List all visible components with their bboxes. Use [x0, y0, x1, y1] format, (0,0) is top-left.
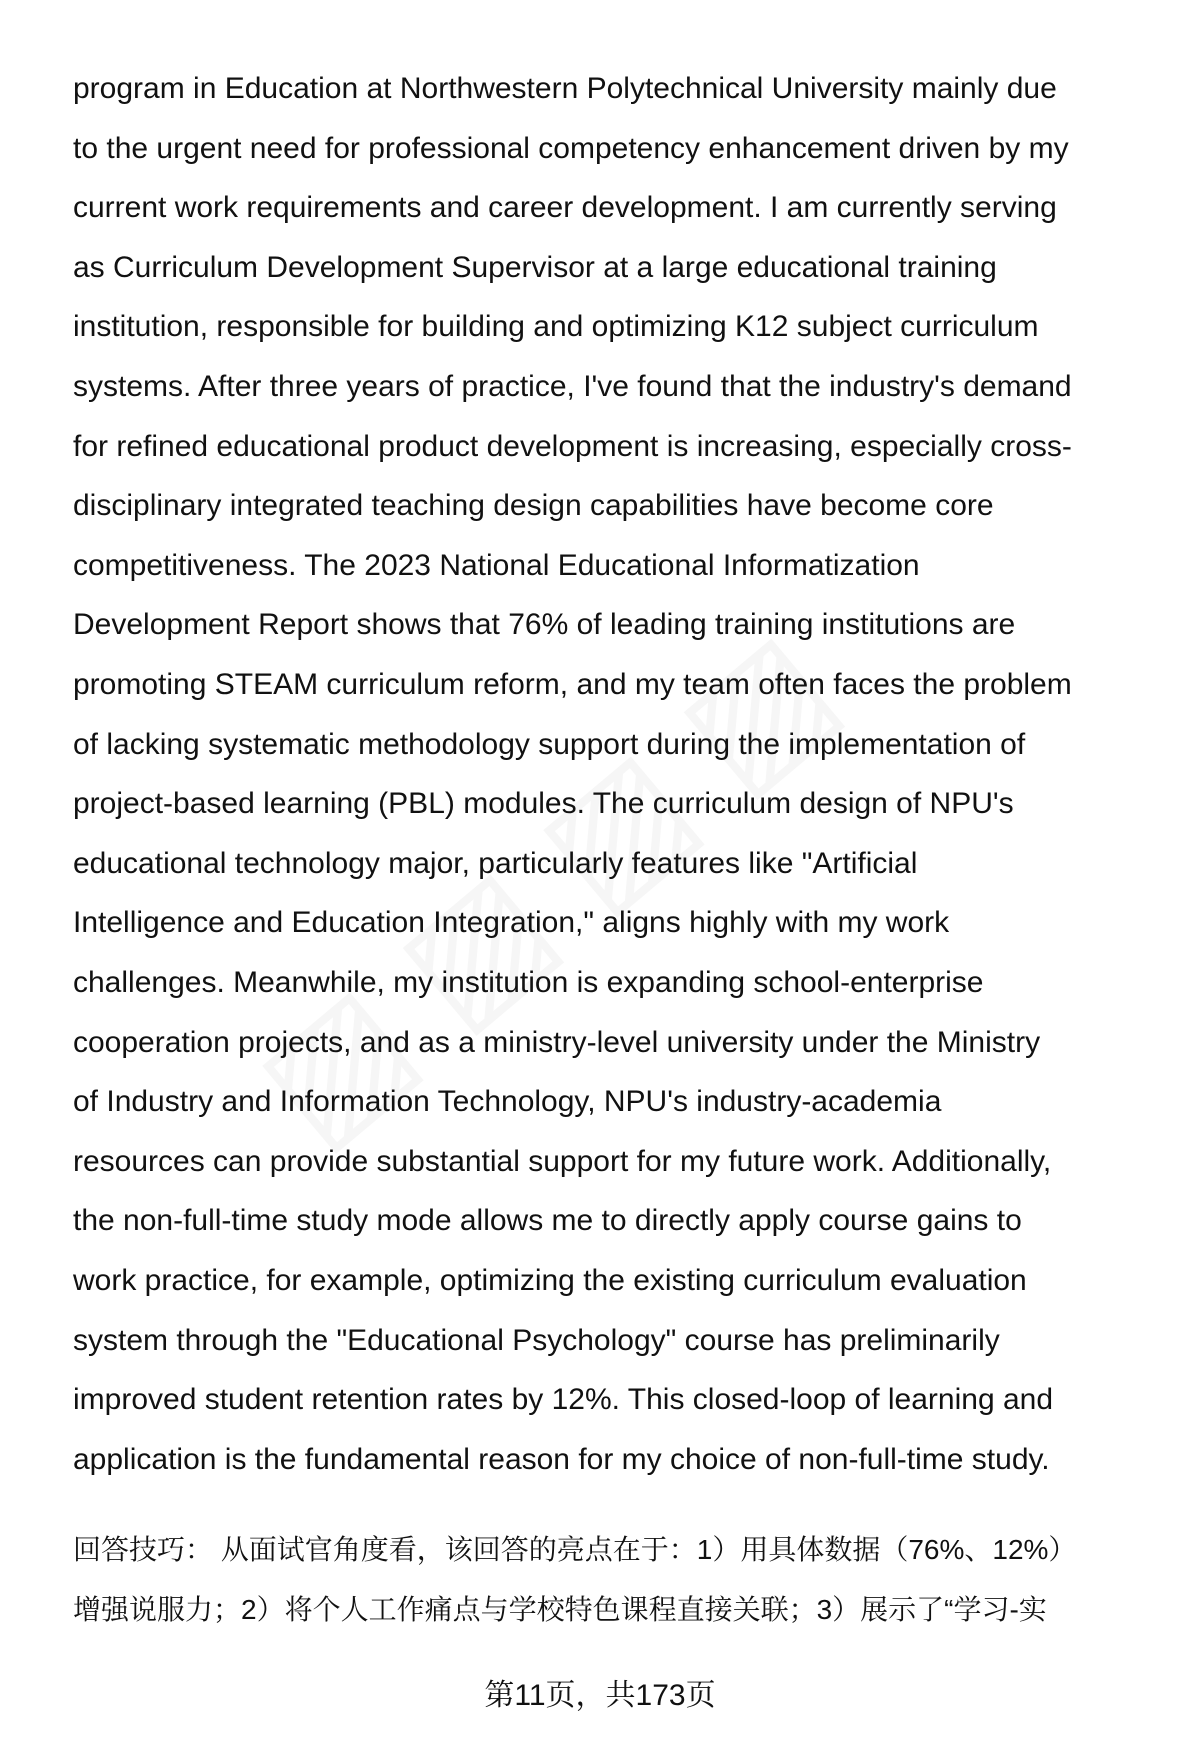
page-number: 第11页，共173页 — [484, 1679, 716, 1712]
body-line: resources can provide substantial support for my future work. Additionally, — [73, 1144, 1052, 1178]
tips-line: 回答技巧： 从面试官角度看，该回答的亮点在于：1）用具体数据（76%、12%） — [73, 1534, 1077, 1565]
body-line: current work requirements and career development. I am currently serving — [73, 191, 1057, 225]
body-line: of lacking systematic methodology support during the implementation of — [73, 727, 1026, 761]
body-line: promoting STEAM curriculum reform, and my team often faces the problem — [73, 668, 1072, 701]
body-line: improved student retention rates by 12%. This closed-loop of learning and — [73, 1383, 1054, 1417]
body-line: Intelligence and Education Integration," aligns highly with my work — [73, 906, 950, 940]
body-line: to the urgent need for professional competency enhancement driven by my — [73, 131, 1069, 165]
body-line: for refined educational product development is increasing, especially cross- — [73, 429, 1072, 463]
body-line: competitiveness. The 2023 National Educational Informatization — [73, 548, 920, 582]
body-line: institution, responsible for building and optimizing K12 subject curriculum — [73, 310, 1039, 344]
body-line: challenges. Meanwhile, my institution is expanding school-enterprise — [73, 966, 984, 999]
body-line: application is the fundamental reason for my choice of non-full-time study. — [73, 1442, 1050, 1476]
body-line: as Curriculum Development Supervisor at a large educational training — [73, 250, 997, 284]
body-line: program in Education at Northwestern Polytechnical University mainly due — [73, 72, 1057, 105]
body-line: work practice, for example, optimizing the existing curriculum evaluation — [73, 1264, 1027, 1297]
body-line: educational technology major, particularly features like "Artificial — [73, 846, 918, 880]
body-line: of Industry and Information Technology, NPU's industry-academia — [73, 1085, 942, 1119]
body-line: Development Report shows that 76% of leading training institutions are — [73, 608, 1016, 642]
body-line: system through the "Educational Psychology" course has preliminarily — [73, 1323, 1000, 1357]
body-line: systems. After three years of practice, I've found that the industry's demand — [73, 370, 1072, 403]
body-line: project-based learning (PBL) modules. The curriculum design of NPU's — [73, 787, 1014, 821]
body-line: cooperation projects, and as a ministry-level university under the Ministry — [73, 1025, 1041, 1059]
body-line: the non-full-time study mode allows me to directly apply course gains to — [73, 1204, 1022, 1238]
body-line: disciplinary integrated teaching design capabilities have become core — [73, 489, 994, 523]
tips-line: 增强说服力；2）将个人工作痛点与学校特色课程直接关联；3）展示了“学习-实 — [73, 1594, 1047, 1625]
